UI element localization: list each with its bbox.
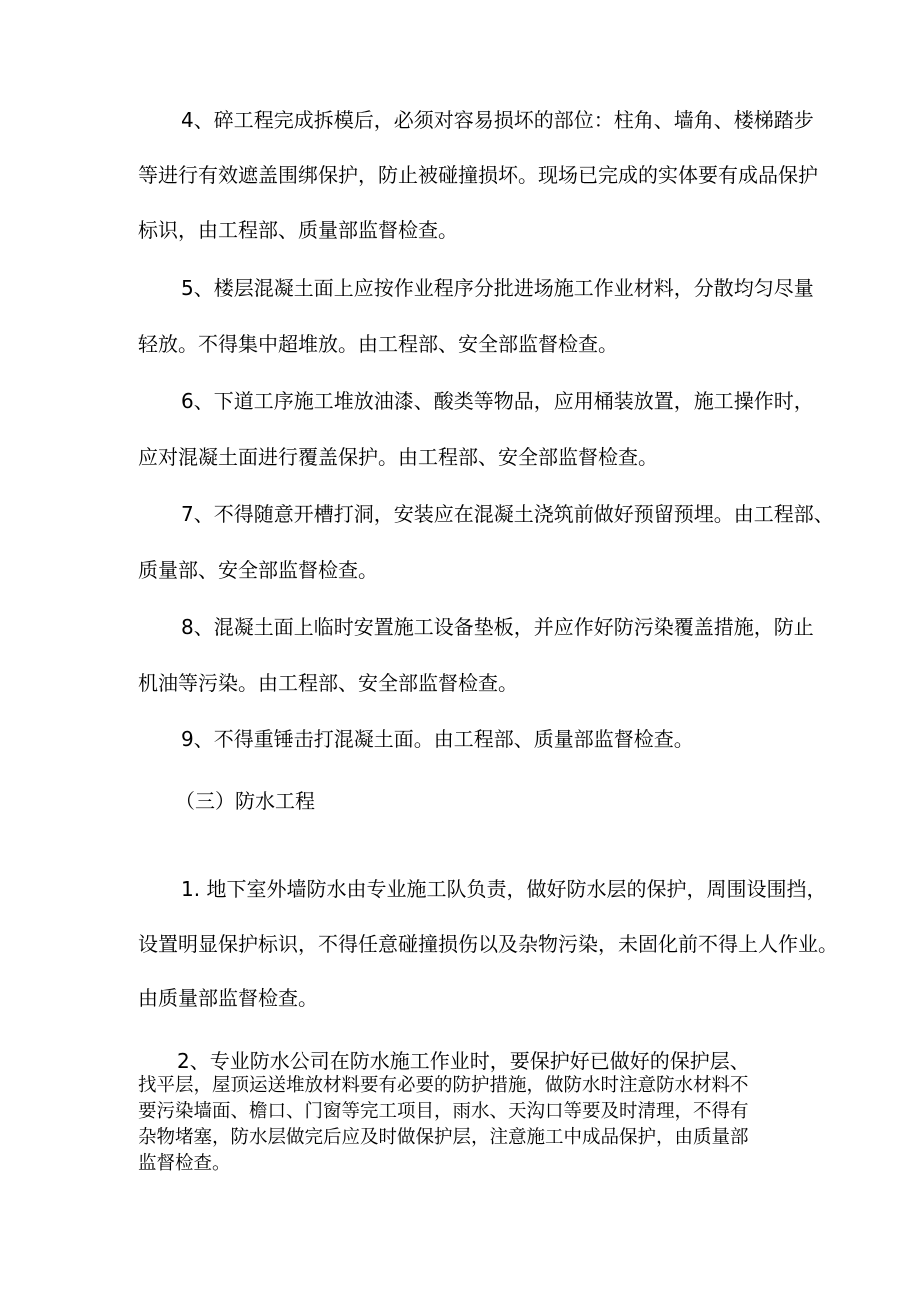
- waterproof-item-2-line-3: 要污染墙面、檐口、门窗等完工项目，雨水、天沟口等要及时清理，不得有: [138, 1101, 749, 1122]
- item-9-line-1: 9、不得重锤击打混凝土面。由工程部、质量部监督检查。: [181, 727, 694, 751]
- item-5-line-2: 轻放。不得集中超堆放。由工程部、安全部监督检查。: [138, 332, 618, 356]
- item-4-line-2: 等进行有效遮盖围绑保护，防止被碰撞损坏。现场已完成的实体要有成品保护: [138, 163, 818, 187]
- waterproof-item-2-line-2: 找平层，屋顶运送堆放材料要有必要的防护措施，做防水时注意防水材料不: [138, 1075, 749, 1096]
- section-heading-waterproofing: （三）防水工程: [175, 789, 315, 813]
- waterproof-item-1-line-2: 设置明显保护标识，不得任意碰撞损伤以及杂物污染，未固化前不得上人作业。: [138, 932, 838, 956]
- item-4-line-1: 4、碎工程完成拆模后，必须对容易损坏的部位：柱角、墙角、楼梯踏步: [181, 108, 814, 132]
- item-7-line-2: 质量部、安全部监督检查。: [138, 558, 378, 582]
- item-5-line-1: 5、楼层混凝土面上应按作业程序分批进场施工作业材料，分散均匀尽量: [181, 276, 814, 300]
- waterproof-item-2-line-4: 杂物堵塞，防水层做完后应及时做保护层，注意施工中成品保护，由质量部: [138, 1127, 749, 1148]
- item-4-line-3: 标识，由工程部、质量部监督检查。: [138, 218, 458, 242]
- item-6-line-2: 应对混凝土面进行覆盖保护。由工程部、安全部监督检查。: [138, 445, 658, 469]
- item-7-line-1: 7、不得随意开槽打洞，安装应在混凝土浇筑前做好预留预埋。由工程部、: [181, 502, 834, 526]
- waterproof-item-1-line-3: 由质量部监督检查。: [138, 986, 318, 1010]
- waterproof-item-1-line-1: 1. 地下室外墙防水由专业施工队负责，做好防水层的保护，周围设围挡，: [181, 877, 827, 901]
- waterproof-item-2-line-5: 监督检查。: [138, 1153, 231, 1174]
- item-8-line-2: 机油等污染。由工程部、安全部监督检查。: [138, 671, 518, 695]
- item-6-line-1: 6、下道工序施工堆放油漆、酸类等物品，应用桶装放置，施工操作时，: [181, 389, 814, 413]
- item-8-line-1: 8、混凝土面上临时安置施工设备垫板，并应作好防污染覆盖措施，防止: [181, 615, 814, 639]
- waterproof-item-2-line-1: 2、专业防水公司在防水施工作业时，要保护好已做好的保护层、: [177, 1049, 750, 1073]
